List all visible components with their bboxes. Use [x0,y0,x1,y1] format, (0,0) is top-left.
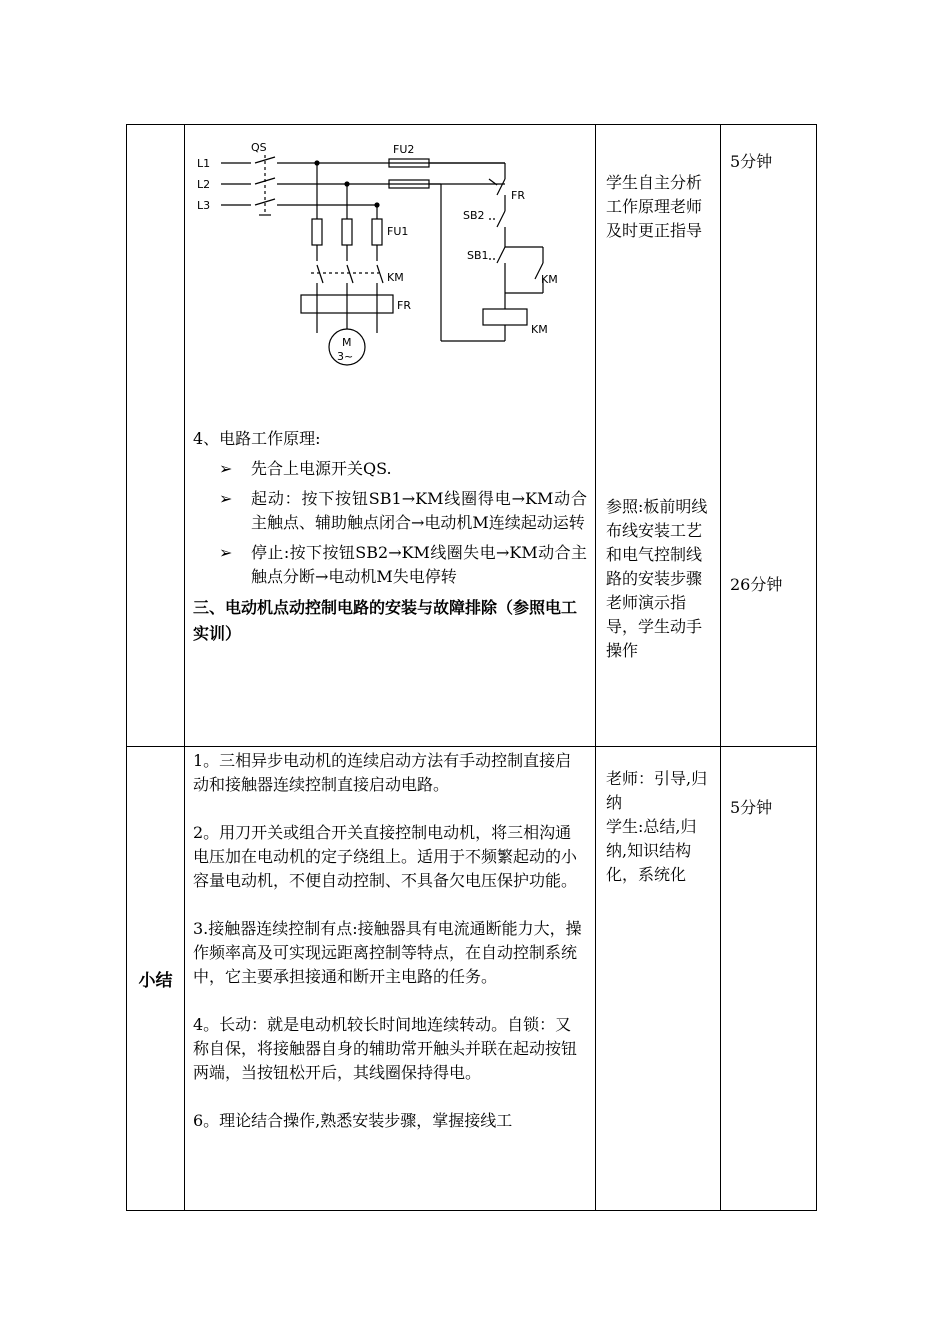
label-km-main: KM [387,271,404,284]
label-motor: M [342,336,352,349]
content-cell-circuit [185,125,596,747]
label-km-aux: KM [541,273,558,286]
summary-paragraph: 4。长动：就是电动机较长时间地连续转动。自锁：又称自保，将接触器自身的辅助常开触头并联在起动按钮两端，当按钮松开后，其线圈保持得电。 [193,1015,578,1082]
time-top: 5分钟 [730,152,773,171]
table-row-circuit [127,125,817,747]
time-summary: 5分钟 [730,798,773,817]
label-l1: L1 [197,157,211,170]
time-cell [721,125,817,747]
label-fu2: FU2 [393,143,415,156]
label-sb2: SB2 [463,209,485,222]
notes-cell [596,125,721,747]
summary-paragraph: 6。理论结合操作,熟悉安装步骤，掌握接线工 [193,1111,513,1130]
notes-cell-summary [596,747,721,1211]
label-km-coil: KM [531,323,548,336]
note-teacher: 老师：引导,归纳 [606,769,708,812]
row-label-summary: 小结 [127,747,185,1211]
lesson-plan-table [126,124,817,1211]
note-student: 学生:总结,归纳,知识结构化，系统化 [606,817,697,884]
arrow-bullet-icon: ➢ [219,459,233,478]
list-item: ➢ 起动：按下按钮SB1→KM线圈得电→KM动合主触点、辅助触点闭合→电动机M连续起动运转 [219,489,587,532]
label-qs: QS [251,141,267,154]
label-sb1: SB1 [467,249,489,262]
label-fr-main: FR [397,299,411,312]
content-cell-summary [185,747,596,1211]
note-top: 学生自主分析工作原理老师及时更正指导 [606,173,703,240]
arrow-bullet-icon: ➢ [219,489,233,508]
time-cell-summary [721,747,817,1211]
time-bottom: 26分钟 [730,575,783,594]
label-fr-ctrl: FR [511,189,525,202]
arrow-bullet-icon: ➢ [219,543,233,562]
motor-control-circuit-diagram [193,135,565,375]
note-bottom: 参照:板前明线布线安装工艺和电气控制线路的安装步骤老师演示指导，学生动手操作 [606,497,708,660]
list-item: ➢ 先合上电源开关QS. [251,457,587,481]
summary-paragraph: 3.接触器连续控制有点:接触器具有电流通断能力大，操作频率高及可实现远距离控制等特点，在自动控制系统中，它主要承担接通和断开主电路的任务。 [193,919,582,986]
label-fu1: FU1 [387,225,409,238]
label-l2: L2 [197,178,211,191]
summary-paragraph: 2。用刀开关或组合开关直接控制电动机，将三相沟通电压加在电动机的定子绕组上。适用于不频繁起动的小容量电动机，不便自动控制、不具备欠电压保护功能。 [193,823,578,890]
section-heading-3: 三、电动机点动控制电路的安装与故障排除（参照电工实训） [193,598,578,643]
list-item: ➢ 停止:按下按钮SB2→KM线圈失电→KM动合主触点分断→电动机M失电停转 [219,543,587,586]
label-motor-phase: 3~ [337,350,354,363]
summary-paragraph: 1。三相异步电动机的连续启动方法有手动控制直接启动和接触器连续控制直接启动电路。 [193,751,572,794]
row-label-cell-empty [127,125,185,747]
section-title: 4、电路工作原理: [193,429,321,448]
label-l3: L3 [197,199,211,212]
table-row-summary [127,747,817,1211]
principle-list [185,457,595,589]
